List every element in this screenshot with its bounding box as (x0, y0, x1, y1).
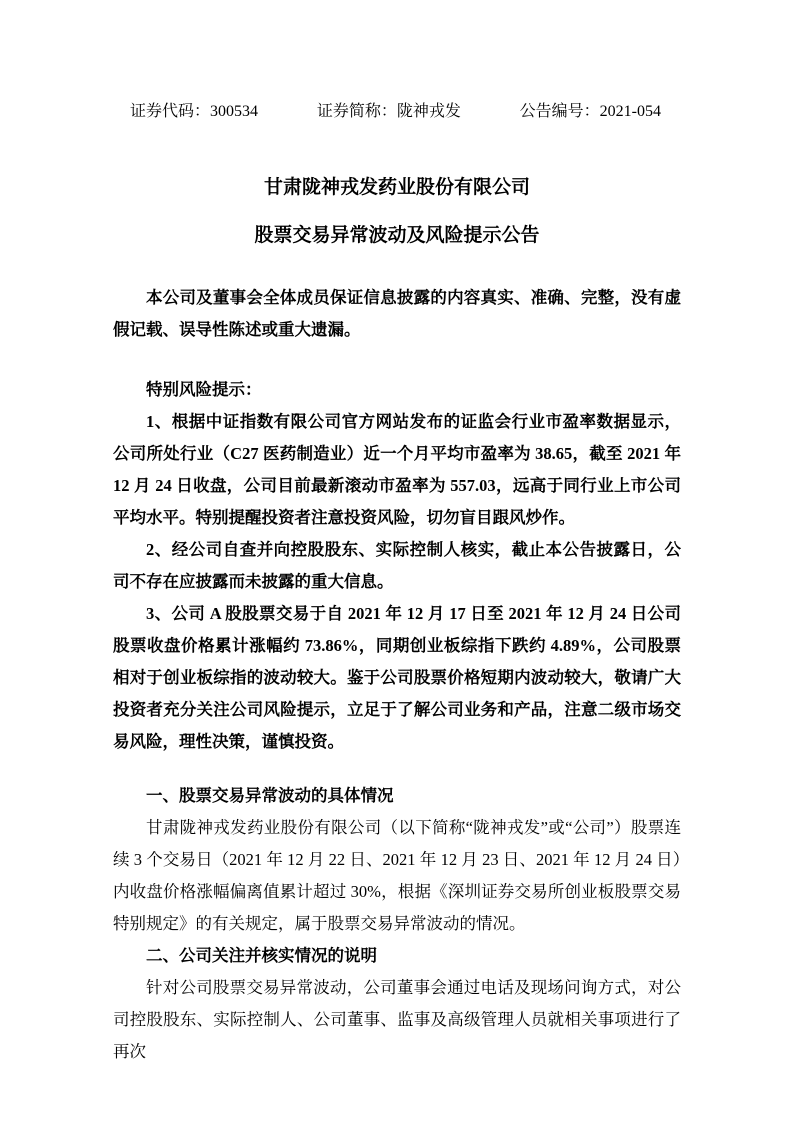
document-header (113, 96, 681, 128)
company-name-title: 甘肃陇神戎发药业股份有限公司 (263, 177, 530, 198)
risk-item-3: 3、公司 A 股股票交易于自 2021 年 12 月 17 日至 2021 年 12 月 24 日公司股票收盘价格累计涨幅约 73.86%，同期创业板综指下跌约 4.89%，公司股票相对于创业板综指的波动较大。鉴于公司股票价格短期内波动较大，敬请广大投资者充分关注公司风险提示，立足于了解公司业务和产品，注意二级市场交易风险，理性决策，谨慎投资。 (113, 603, 681, 751)
section-1-paragraph: 甘肃陇神戎发药业股份有限公司（以下简称“陇神戎发”或“公司”）股票连续 3 个交易日（2021 年 12 月 22 日、2021 年 12 月 23 日、2021 年 12 月 24 日）内收盘价格涨幅偏离值累计超过 30%，根据《深圳证券交易所创业板股票交易特别规定》的有关规定，属于股票交易异常波动的情况。 (113, 817, 681, 933)
disclosure-statement: 本公司及董事会全体成员保证信息披露的内容真实、准确、完整，没有虚假记载、误导性陈述或重大遗漏。 (113, 287, 681, 339)
stock-abbr: 证券简称：陇神戎发 (316, 103, 461, 120)
stock-code: 证券代码：300534 (130, 103, 259, 120)
risk-item-2: 2、经公司自查并向控股股东、实际控制人核实，截止本公告披露日，公司不存在应披露而未披露的重大信息。 (113, 539, 681, 591)
section-2-heading: 二、公司关注并核实情况的说明 (146, 945, 377, 965)
risk-notice-heading: 特别风险提示： (146, 379, 262, 399)
risk-item-1: 1、根据中证指数有限公司官方网站发布的证监会行业市盈率数据显示，公司所处行业（C27 医药制造业）近一个月平均市盈率为 38.65，截至 2021 年 12 月 24 日收盘，公司目前最新滚动市盈率为 557.03，远高于同行业上市公司平均水平。特别提醒投资者注意投资风险，切勿盲目跟风炒作。 (113, 411, 681, 527)
section-2-paragraph: 针对公司股票交易异常波动，公司董事会通过电话及现场问询方式，对公司控股股东、实际控制人、公司董事、监事及高级管理人员就相关事项进行了再次 (113, 977, 681, 1061)
announcement-number: 公告编号：2021-054 (519, 103, 661, 120)
section-1-heading: 一、股票交易异常波动的具体情况 (146, 785, 394, 805)
announcement-title: 股票交易异常波动及风险提示公告 (254, 224, 540, 246)
